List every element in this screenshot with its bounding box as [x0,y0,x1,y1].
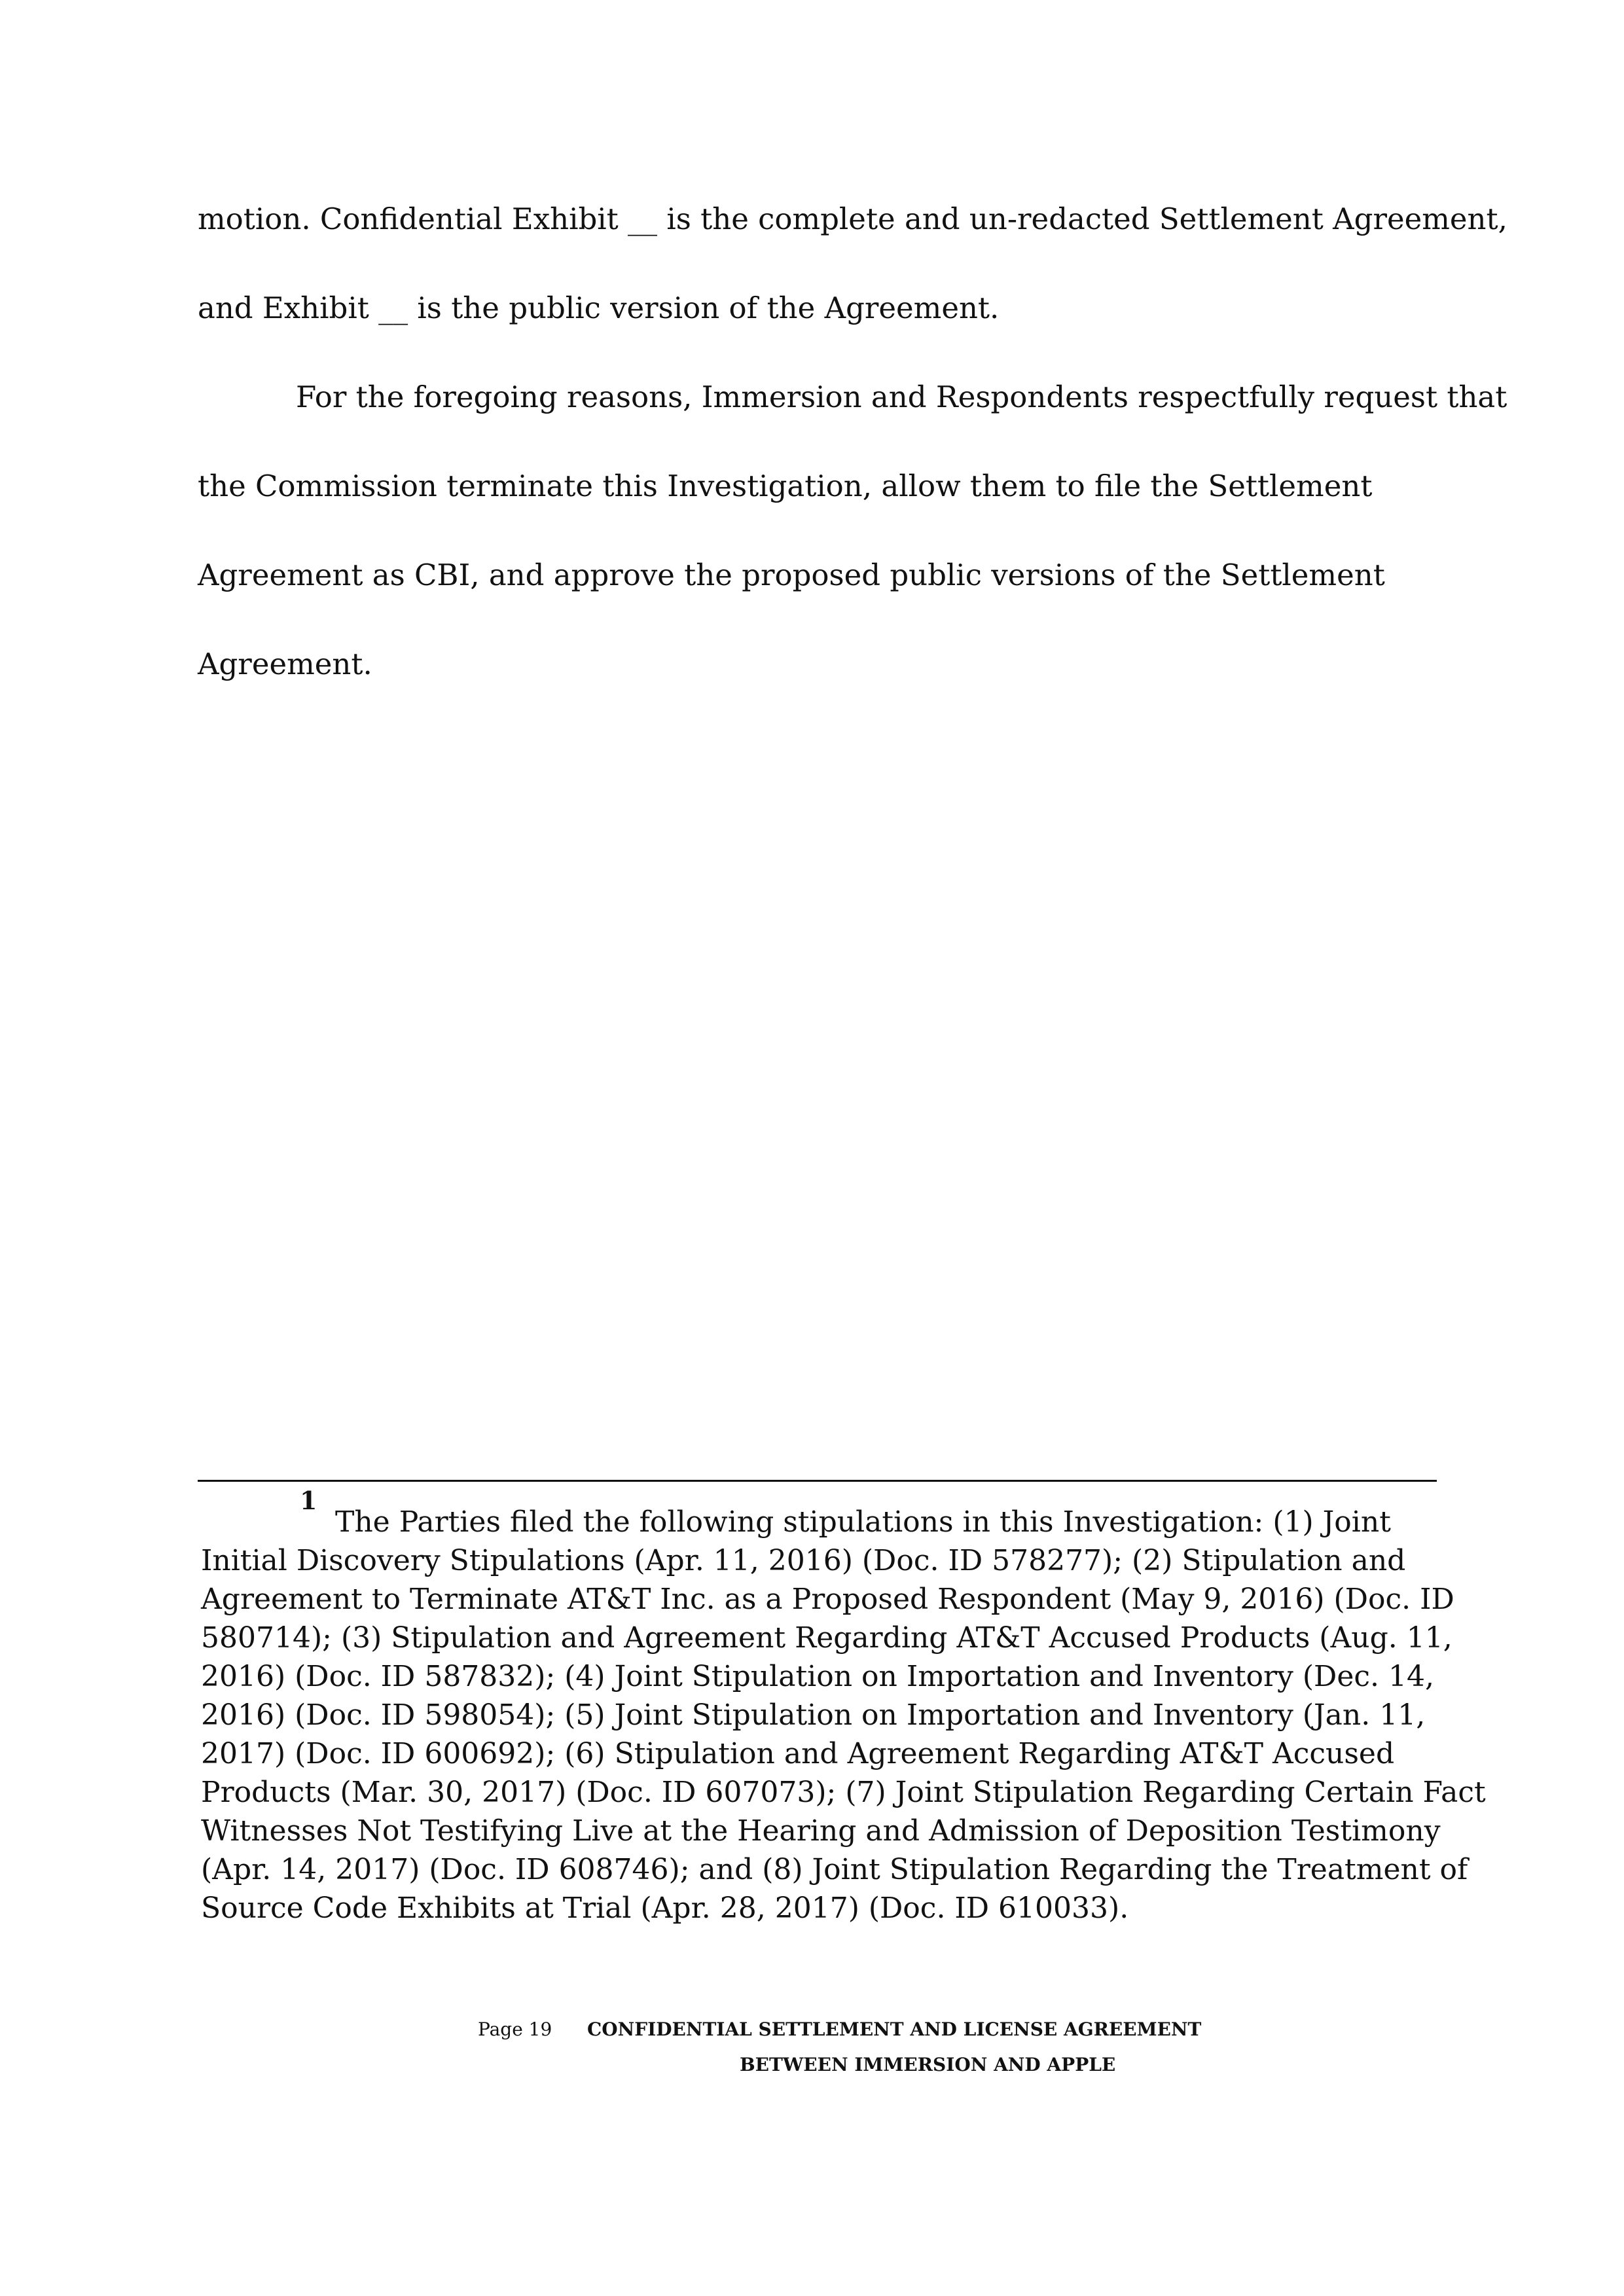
page-number: Page 19 [478,2018,552,2040]
footnote-line: 2016) (Doc. ID 587832); (4) Joint Stipulation on Importation and Inventory (Dec. 14, [201,1660,1434,1693]
body-line: motion. Confidential Exhibit __ is the complete and un-redacted Settlement Agreement, [198,202,1507,236]
footnote-line: 2017) (Doc. ID 600692); (6) Stipulation and Agreement Regarding AT&T Accused [201,1737,1395,1770]
footnote-line: The Parties filed the following stipulations in this Investigation: (1) Joint [335,1505,1391,1539]
footnote-line: Source Code Exhibits at Trial (Apr. 28, 2017) (Doc. ID 610033). [201,1892,1129,1925]
footnote-line: Products (Mar. 30, 2017) (Doc. ID 607073); (7) Joint Stipulation Regarding Certain Fact [201,1776,1486,1809]
footnote-line: 2016) (Doc. ID 598054); (5) Joint Stipulation on Importation and Inventory (Jan. 11, [201,1698,1426,1732]
footnote-line: Initial Discovery Stipulations (Apr. 11, 2016) (Doc. ID 578277); (2) Stipulation and [201,1544,1406,1577]
footnote-separator [198,1480,1437,1482]
body-line: the Commission terminate this Investigation, allow them to file the Settlement [198,469,1373,503]
body-line: Agreement as CBI, and approve the proposed public versions of the Settlement [198,558,1385,592]
footnote-line: Agreement to Terminate AT&T Inc. as a Proposed Respondent (May 9, 2016) (Doc. ID [201,1583,1454,1616]
body-line: Agreement. [198,647,372,681]
footnote-line: 580714); (3) Stipulation and Agreement Regarding AT&T Accused Products (Aug. 11, [201,1621,1453,1655]
body-line: and Exhibit __ is the public version of the Agreement. [198,291,1000,325]
body-line: For the foregoing reasons, Immersion and Respondents respectfully request that [296,380,1507,414]
footnote-line: Witnesses Not Testifying Live at the Hearing and Admission of Deposition Testimony [201,1814,1441,1848]
footer-title-line2: BETWEEN IMMERSION AND APPLE [740,2054,1116,2075]
footnote-marker: 1 [300,1486,317,1515]
footnote-line: (Apr. 14, 2017) (Doc. ID 608746); and (8) Joint Stipulation Regarding the Treatment of [201,1853,1468,1886]
footer-title-line1: CONFIDENTIAL SETTLEMENT AND LICENSE AGREEMENT [587,2018,1202,2040]
